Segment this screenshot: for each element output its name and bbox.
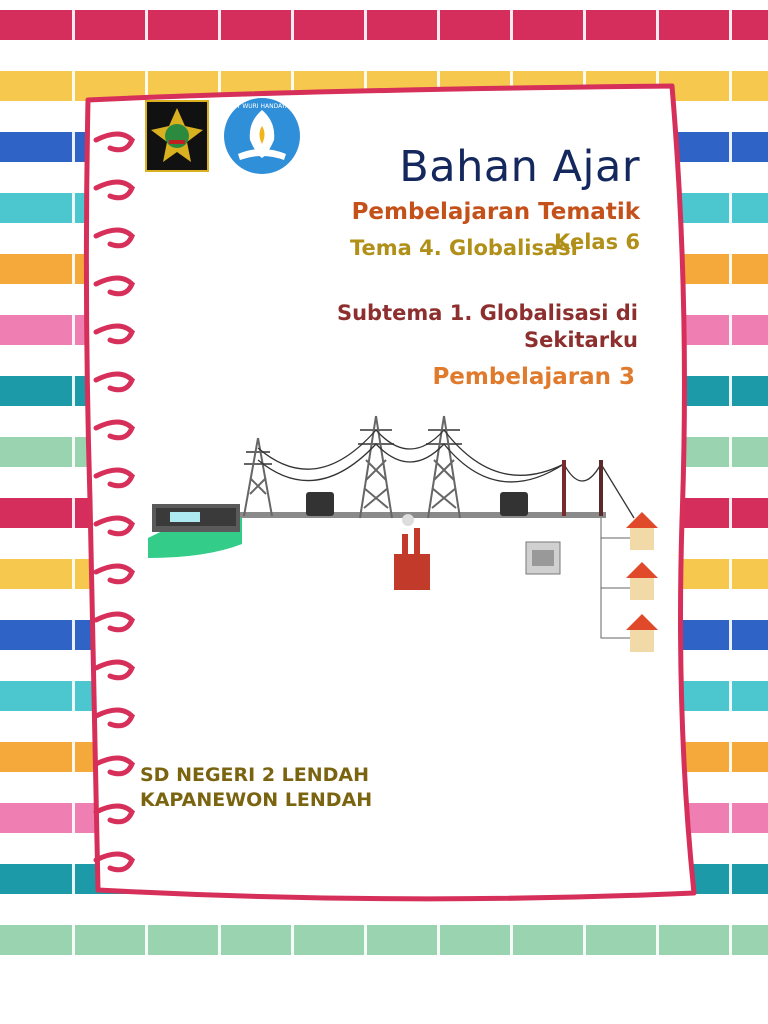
regional-emblem-logo — [145, 100, 209, 172]
school-name: SD NEGERI 2 LENDAH — [140, 764, 370, 786]
ground-line — [236, 512, 606, 518]
office-building-icon — [526, 542, 560, 574]
tut-wuri-handayani-logo — [218, 96, 306, 176]
power-distribution-illustration — [146, 408, 660, 658]
transformer-icon — [306, 492, 334, 516]
subtheme-heading: Subtema 1. Globalisasi di Sekitarku — [336, 301, 638, 352]
grade-heading: Kelas 6 — [554, 230, 640, 254]
logo-ring-text: TUT WURI HANDAYANI — [228, 103, 296, 110]
document-title: Bahan Ajar — [399, 142, 640, 192]
lesson-heading: Pembelajaran 3 — [432, 364, 635, 390]
utility-pole-icon — [562, 460, 566, 516]
theme-heading: Tema 4. Globalisasi — [350, 236, 578, 260]
utility-pole-icon — [599, 460, 603, 516]
transformer-icon — [500, 492, 528, 516]
subject-heading: Pembelajaran Tematik — [351, 199, 640, 225]
school-district: KAPANEWON LENDAH — [140, 789, 373, 811]
